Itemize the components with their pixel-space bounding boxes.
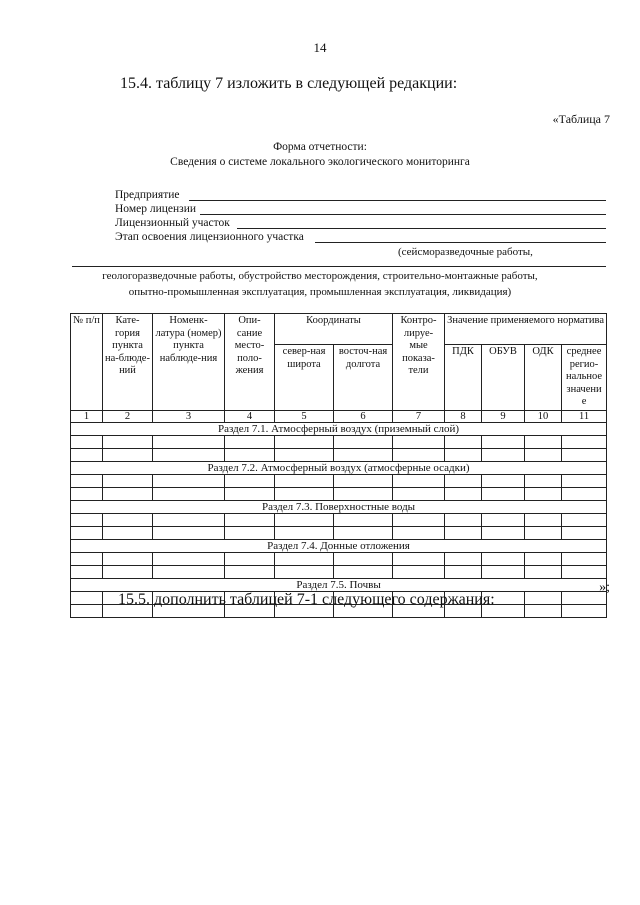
header-obuv: ОБУВ — [482, 345, 525, 411]
col-number: 3 — [153, 410, 225, 422]
field-enterprise-label: Предприятие — [115, 189, 180, 201]
col-number: 6 — [334, 410, 393, 422]
paragraph-15-5: 15.5. дополнить таблицей 7-1 следующего содержания: — [118, 591, 495, 608]
table-row — [71, 435, 607, 448]
stages-line-1: (сейсморазведочные работы, — [398, 246, 533, 258]
header-category: Кате-гория пункта на-блюде-ний — [103, 314, 153, 411]
table-row — [71, 513, 607, 526]
field-license-line[interactable] — [200, 214, 606, 215]
closing-quote: »; — [599, 580, 610, 595]
header-location: Опи-сание место-поло-жения — [225, 314, 275, 411]
header-pdk: ПДК — [445, 345, 482, 411]
col-number: 10 — [525, 410, 562, 422]
section-row-7-4: Раздел 7.4. Донные отложения — [71, 539, 607, 552]
col-number: 11 — [562, 410, 607, 422]
col-number: 2 — [103, 410, 153, 422]
header-regional: среднее регио-нальное значени е — [562, 345, 607, 411]
table-row — [71, 474, 607, 487]
header-norm: Значение применяемого норматива — [445, 314, 607, 345]
header-num: № п/п — [71, 314, 103, 411]
stage-fill-line[interactable] — [72, 266, 606, 267]
table-row — [71, 448, 607, 461]
col-number: 5 — [275, 410, 334, 422]
header-nomenclature: Номенк-латура (номер) пункта наблюде-ния — [153, 314, 225, 411]
section-row-7-3: Раздел 7.3. Поверхностные воды — [71, 500, 607, 513]
form-title: Форма отчетности: — [273, 141, 367, 153]
table-row — [71, 565, 607, 578]
col-number: 4 — [225, 410, 275, 422]
section-row-7-5: Раздел 7.5. Почвы — [71, 578, 607, 591]
section-row-7-2: Раздел 7.2. Атмосферный воздух (атмосферные осадки) — [71, 461, 607, 474]
form-title-block — [0, 140, 640, 170]
field-area-line[interactable] — [237, 228, 606, 229]
header-params: Контро-лируе-мые показа-тели — [393, 314, 445, 411]
paragraph-15-4: 15.4. таблицу 7 изложить в следующей редакции: — [120, 75, 458, 92]
col-number: 1 — [71, 410, 103, 422]
page-number: 14 — [313, 40, 327, 55]
stages-line-2: геологоразведочные работы, обустройство месторождения, строительно-монтажные работы, — [102, 270, 538, 282]
field-stage-label: Этап освоения лицензионного участка — [115, 231, 304, 243]
stages-line-3: опытно-промышленная эксплуатация, промышленная эксплуатация, ликвидация) — [128, 286, 512, 298]
field-area-label: Лицензионный участок — [115, 217, 230, 229]
header-latitude: север-ная широта — [275, 345, 334, 411]
field-enterprise-line[interactable] — [189, 200, 606, 201]
table-row — [71, 552, 607, 565]
monitoring-table — [70, 313, 607, 618]
table-row — [71, 526, 607, 539]
col-number: 9 — [482, 410, 525, 422]
col-number: 8 — [445, 410, 482, 422]
field-license-label: Номер лицензии — [115, 203, 196, 215]
col-number: 7 — [393, 410, 445, 422]
field-stage-line[interactable] — [315, 242, 606, 243]
header-longitude: восточ-ная долгота — [334, 345, 393, 411]
section-row-7-1: Раздел 7.1. Атмосферный воздух (приземный слой) — [71, 422, 607, 435]
form-subtitle: Сведения о системе локального экологического мониторинга — [170, 156, 470, 168]
header-odk: ОДК — [525, 345, 562, 411]
header-coordinates: Координаты — [275, 314, 393, 345]
table-reference: «Таблица 7 — [552, 112, 610, 126]
table-row — [71, 487, 607, 500]
